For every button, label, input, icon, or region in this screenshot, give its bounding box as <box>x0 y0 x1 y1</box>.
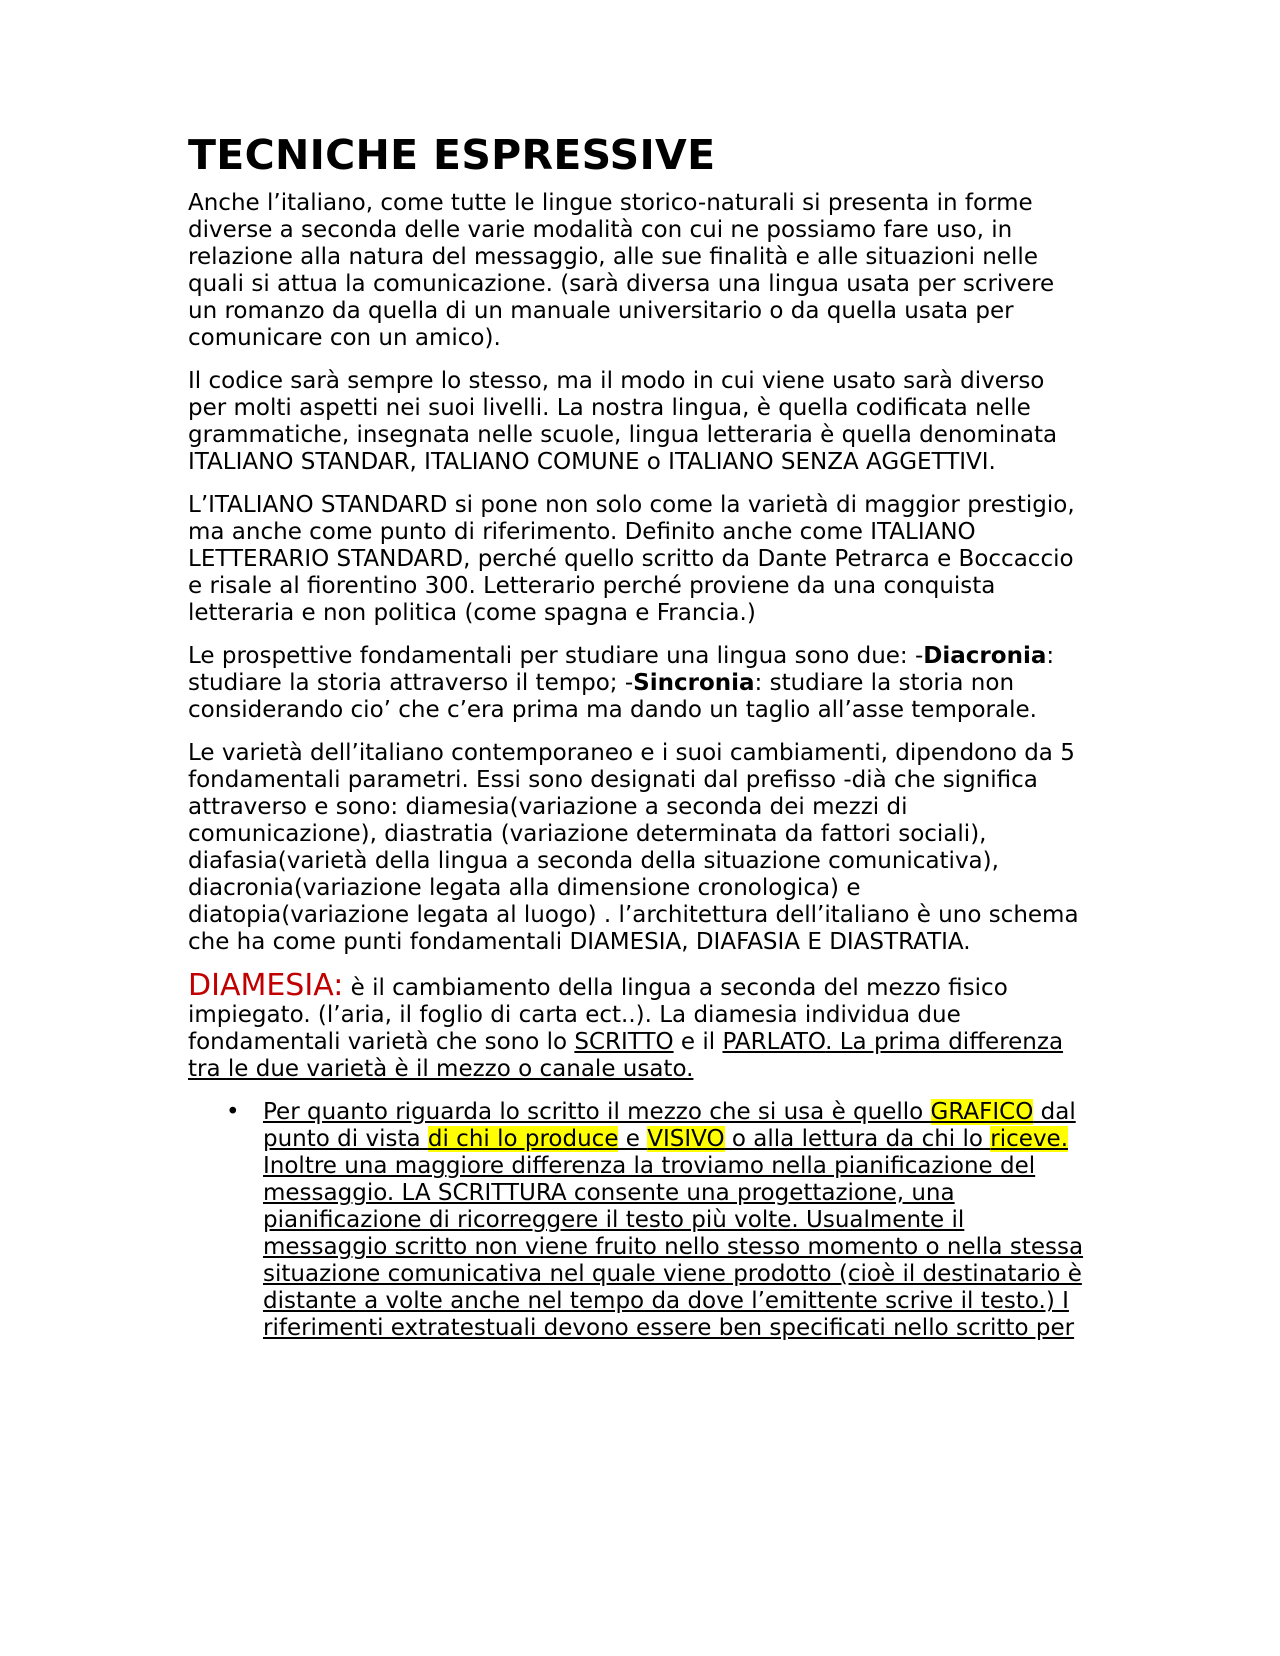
bullet-text-4: o alla lettura da chi lo <box>724 1126 991 1152</box>
diamesia-heading: DIAMESIA: <box>188 968 344 1003</box>
term-diacronia: Diacronia <box>923 643 1047 669</box>
highlight-chi-produce: di chi lo produce <box>427 1126 619 1152</box>
diamesia-text-2: e il <box>673 1029 723 1055</box>
def-diacronia: : studiare la storia attraverso il tempo; - <box>188 643 1055 696</box>
diamesia-text-1: è il cambiamento della lingua a seconda del mezzo fisico impiegato. (l’aria, il foglio di carta ect..). La diamesia individua due fondamentali varietà che sono lo <box>188 975 1008 1055</box>
highlight-visivo: VISIVO <box>647 1126 725 1152</box>
paragraph-codice: Il codice sarà sempre lo stesso, ma il modo in cui viene usato sarà diverso per molti aspetti nei suoi livelli. La nostra lingua, è quella codificata nelle grammatiche, insegnata nelle scuole, lingua letteraria è quella denominata ITALIANO STANDAR, ITALIANO COMUNE o ITALIANO SENZA AGGETTIVI. <box>188 368 1058 475</box>
list-item <box>188 1099 1088 1342</box>
def-sincronia: : studiare la storia non considerando cio’ che c’era prima ma dando un taglio all’asse temporale. <box>188 670 1037 723</box>
highlight-grafico: GRAFICO <box>930 1099 1034 1125</box>
document-body <box>188 130 1088 1342</box>
bullet-text-1: Per quanto riguarda lo scritto il mezzo che si usa è quello <box>263 1099 931 1125</box>
paragraph-varieta: Le varietà dell’italiano contemporaneo e i suoi cambiamenti, dipendono da 5 fondamentali parametri. Essi sono designati dal prefisso -dià che significa attraverso e sono: diamesia(variazione a seconda dei mezzi di comunicazione), diastratia (variazione determinata da fattori sociali), diafasia(varietà della lingua a seconda della situazione comunicativa), diacronia(variazione legata alla dimensione cronologica) e diatopia(variazione legata al luogo) . l’architettura dell’italiano è uno schema che ha come punti fondamentali DIAMESIA, DIAFASIA E DIASTRATIA. <box>188 740 1079 955</box>
bullet-text-3: e <box>618 1126 648 1152</box>
diamesia-text-3: . La prima differenza tra le due varietà è il mezzo o canale usato. <box>188 1029 1064 1082</box>
bullet-marker: • <box>226 1099 240 1125</box>
bullet-text-2: dal punto di vista <box>263 1099 1076 1152</box>
prospettive-intro: Le prospettive fondamentali per studiare una lingua sono due: - <box>188 643 924 669</box>
paragraph-prospettive <box>188 643 1088 724</box>
term-sincronia: Sincronia <box>633 670 755 696</box>
bullet-text-5: Inoltre una maggiore differenza la troviamo nella pianificazione del messaggio. LA SCRITTURA consente una progettazione, una pianificazione di ricorreggere il testo più volte. Usualmente il messaggio scritto non viene fruito nello stesso momento o nella stessa situazione comunicativa nel quale viene prodotto (cioè il destinatario è distante a volte anche nel tempo da dove l’emittente scrive il testo.) I riferimenti extratestuali devono essere ben specificati nello scritto per <box>263 1153 1084 1341</box>
diamesia-scritto: SCRITTO <box>574 1029 674 1055</box>
paragraph-diamesia <box>188 968 1088 1083</box>
diamesia-parlato: PARLATO <box>722 1029 826 1055</box>
bullet-list <box>188 1099 1088 1342</box>
paragraph-italiano-standard: L’ITALIANO STANDARD si pone non solo come la varietà di maggior prestigio, ma anche come punto di riferimento. Definito anche come ITALIANO LETTERARIO STANDARD, perché quello scritto da Dante Petrarca e Boccaccio e risale al fiorentino 300. Letterario perché proviene da una conquista letteraria e non politica (come spagna e Francia.) <box>188 492 1075 626</box>
highlight-riceve: riceve. <box>990 1126 1069 1152</box>
page-title: TECNICHE ESPRESSIVE <box>188 131 716 179</box>
paragraph-intro: Anche l’italiano, come tutte le lingue storico-naturali si presenta in forme diverse a seconda delle varie modalità con cui ne possiamo fare uso, in relazione alla natura del messaggio, alle sue finalità e alle situazioni nelle quali si attua la comunicazione. (sarà diversa una lingua usata per scrivere un romanzo da quella di un manuale universitario o da quella usata per comunicare con un amico). <box>188 190 1055 351</box>
